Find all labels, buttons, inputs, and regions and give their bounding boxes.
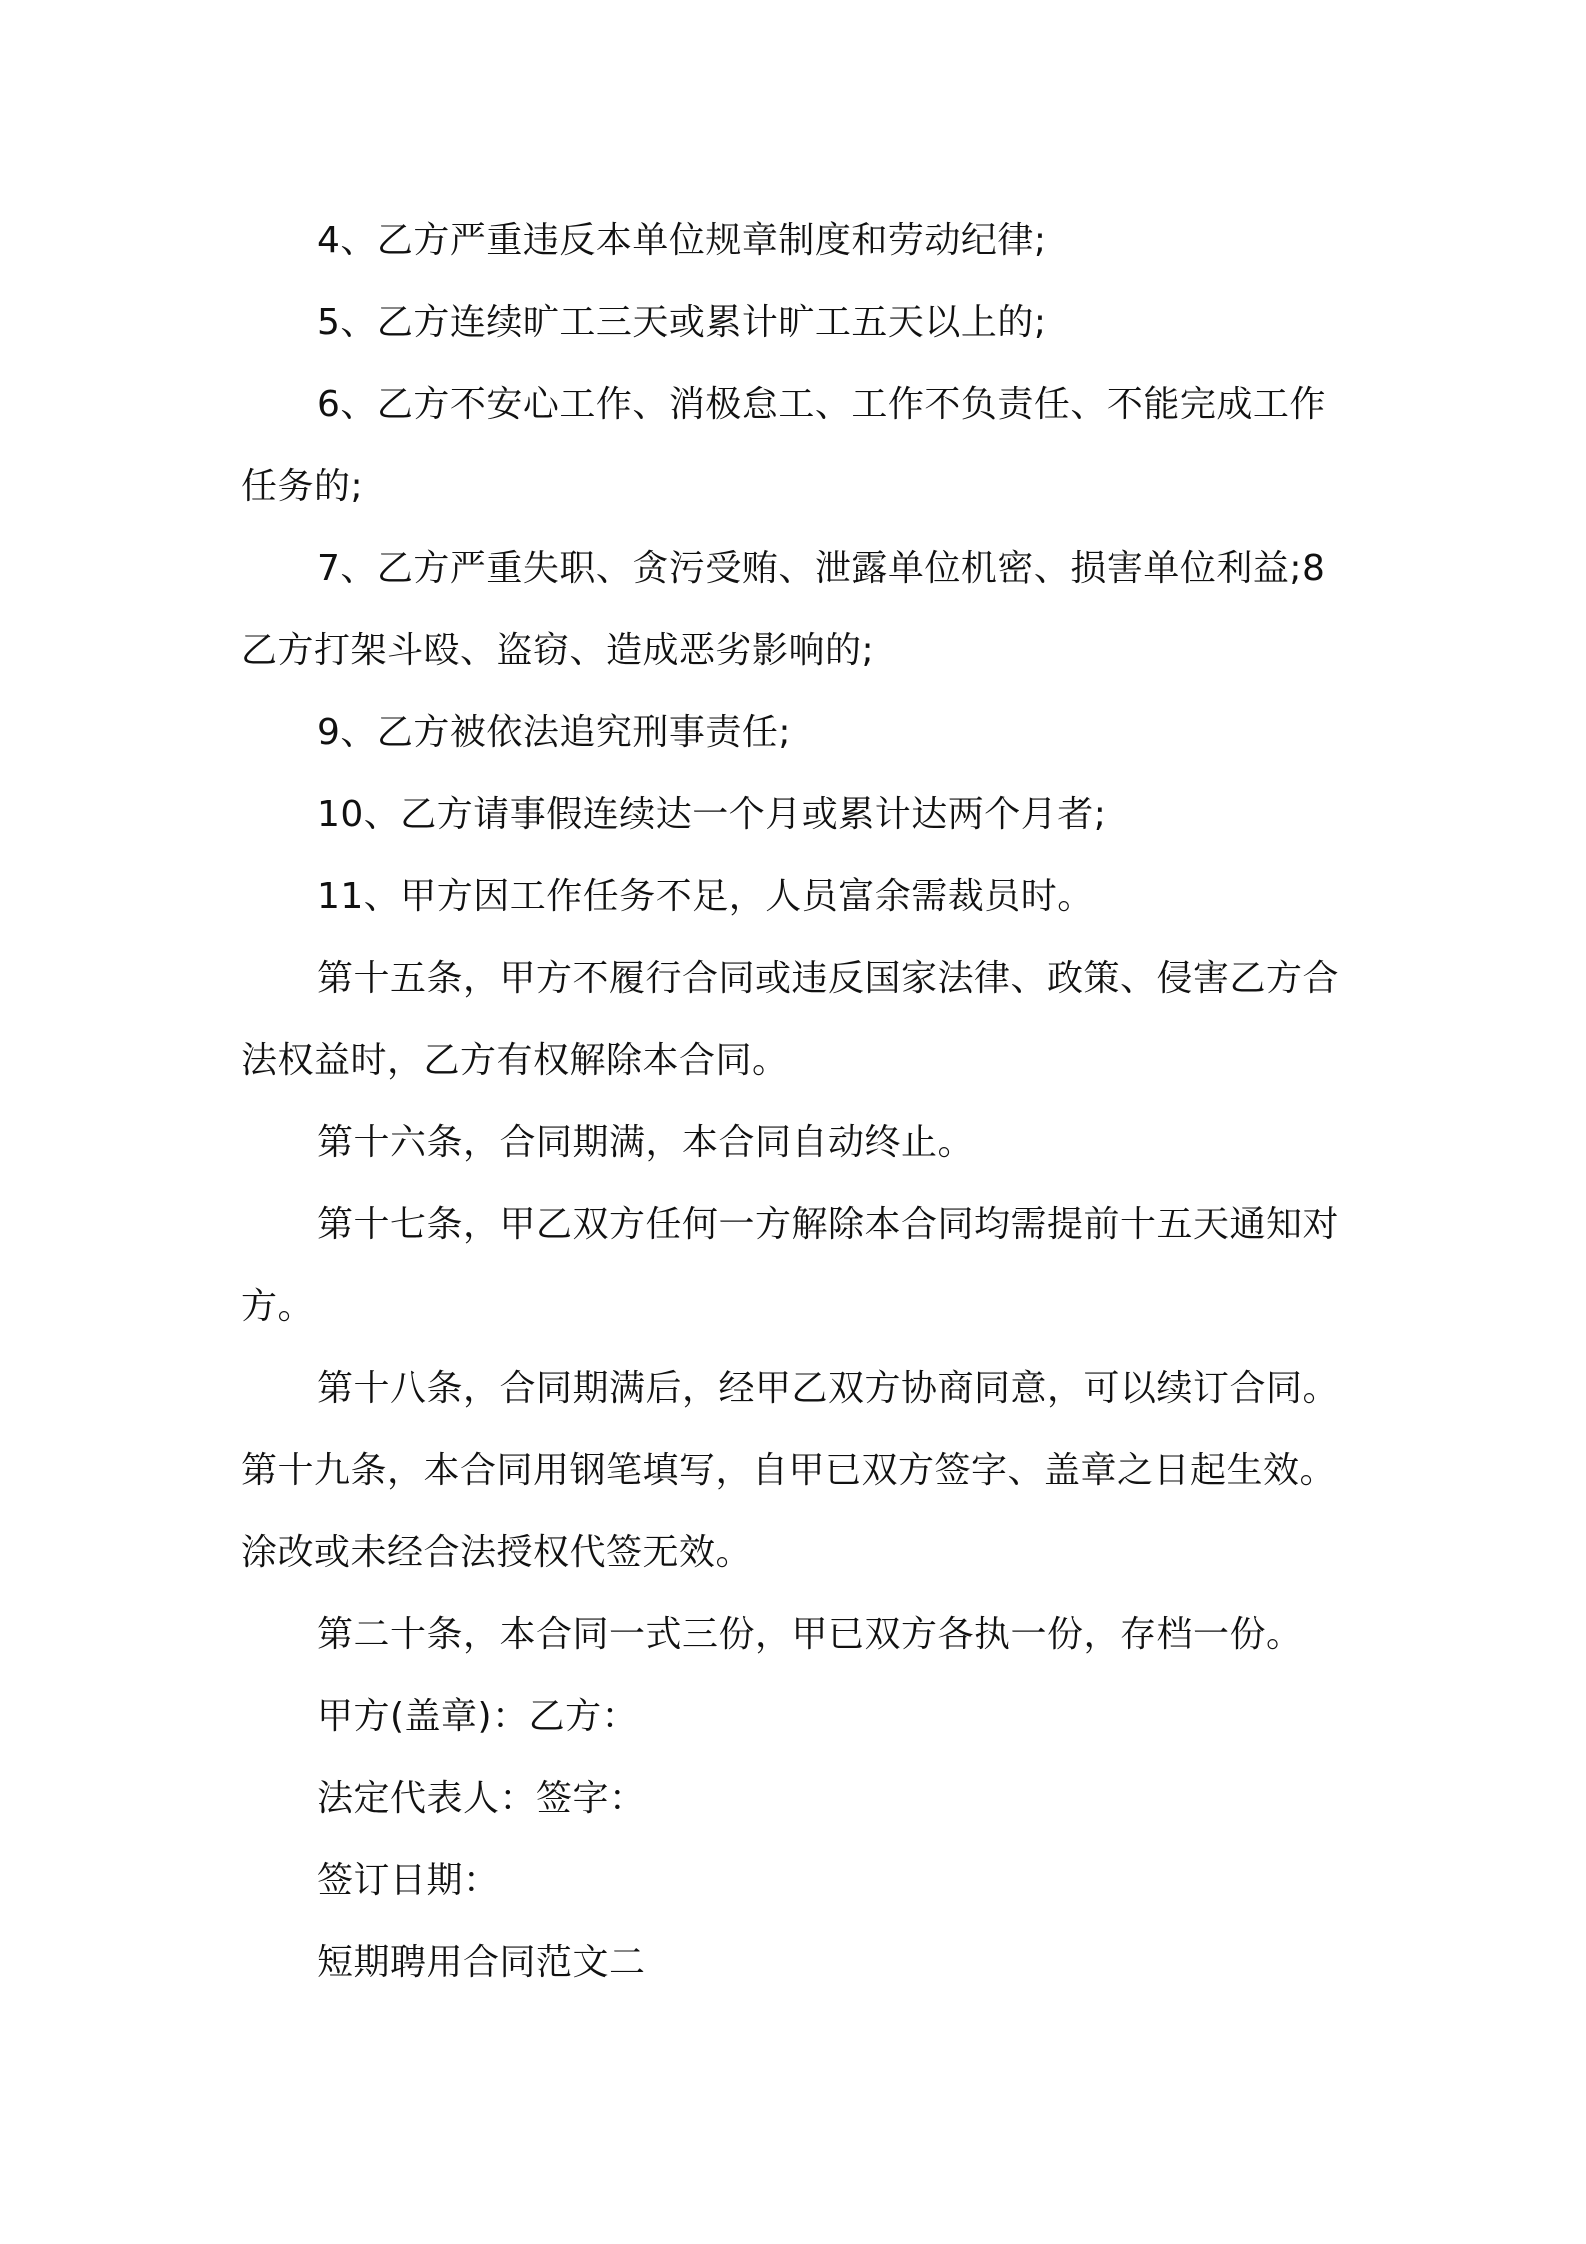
text-line: 第十五条，甲方不履行合同或违反国家法律、政策、侵害乙方合 [317, 958, 1340, 999]
text-line: 7、乙方严重失职、贪污受贿、泄露单位机密、损害单位利益;8 [317, 548, 1326, 589]
text-line: 涂改或未经合法授权代签无效。 [241, 1532, 753, 1573]
text-line: 甲方(盖章)：乙方： [317, 1696, 639, 1737]
article-16 [241, 1102, 1351, 1184]
text-line: 签订日期： [317, 1860, 500, 1901]
clause-item-11 [241, 856, 1351, 938]
clause-item-4 [241, 200, 1351, 282]
signature-party-line [241, 1676, 1351, 1758]
next-template-heading [241, 1922, 1351, 2004]
text-line: 11、甲方因工作任务不足，人员富余需裁员时。 [317, 876, 1094, 917]
article-19 [241, 1430, 1351, 1594]
text-line: 9、乙方被依法追究刑事责任; [317, 712, 792, 753]
clause-item-6 [241, 364, 1351, 528]
text-line: 任务的; [241, 466, 364, 507]
text-line: 第二十条，本合同一式三份，甲已双方各执一份，存档一份。 [317, 1614, 1303, 1655]
text-line: 方。 [241, 1286, 315, 1327]
article-20 [241, 1594, 1351, 1676]
document-body [241, 200, 1351, 2004]
text-line: 法定代表人：签字： [317, 1778, 646, 1819]
text-line: 第十八条，合同期满后，经甲乙双方协商同意，可以续订合同。 [317, 1368, 1340, 1409]
text-line: 第十九条，本合同用钢笔填写，自甲已双方签字、盖章之日起生效。 [241, 1450, 1337, 1491]
text-line: 短期聘用合同范文二 [317, 1942, 646, 1983]
text-line: 第十六条，合同期满，本合同自动终止。 [317, 1122, 975, 1163]
article-17 [241, 1184, 1351, 1348]
text-line: 10、乙方请事假连续达一个月或累计达两个月者; [317, 794, 1107, 835]
text-line: 第十七条，甲乙双方任何一方解除本合同均需提前十五天通知对 [317, 1204, 1340, 1245]
text-line: 4、乙方严重违反本单位规章制度和劳动纪律; [317, 220, 1047, 261]
text-line: 6、乙方不安心工作、消极怠工、工作不负责任、不能完成工作 [317, 384, 1326, 425]
text-line: 乙方打架斗殴、盗窃、造成恶劣影响的; [241, 630, 875, 671]
article-18 [241, 1348, 1351, 1430]
clause-item-9 [241, 692, 1351, 774]
article-15 [241, 938, 1351, 1102]
text-line: 法权益时，乙方有权解除本合同。 [241, 1040, 789, 1081]
clause-item-7-8 [241, 528, 1351, 692]
clause-item-5 [241, 282, 1351, 364]
text-line: 5、乙方连续旷工三天或累计旷工五天以上的; [317, 302, 1047, 343]
signing-date-line [241, 1840, 1351, 1922]
clause-item-10 [241, 774, 1351, 856]
signature-representative-line [241, 1758, 1351, 1840]
